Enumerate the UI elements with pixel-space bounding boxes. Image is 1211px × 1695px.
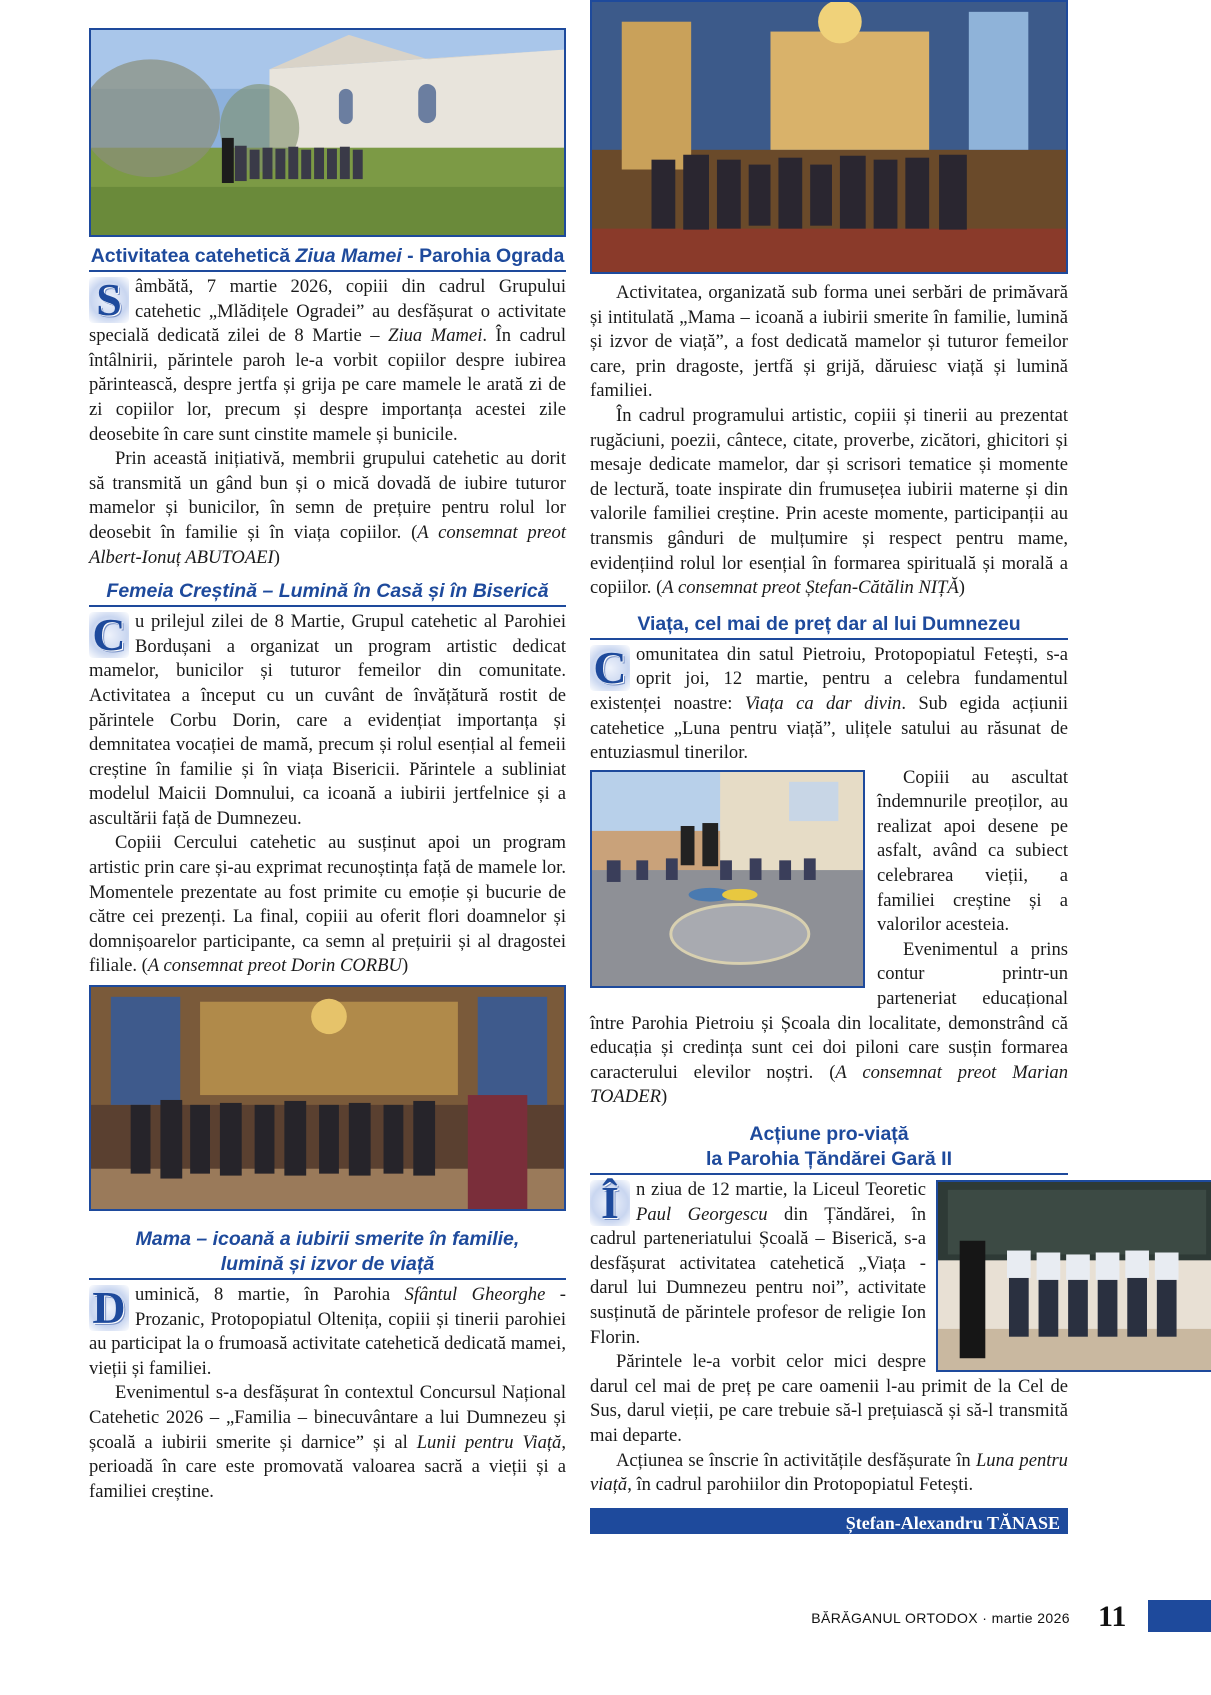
photo-tandarei-classroom bbox=[936, 1180, 1211, 1372]
left-column bbox=[89, 28, 566, 1504]
article-pro-viata-p2: Părintele le-a vorbit celor mici despre darul cel mai de preț pe care oamenii l-au primit de la Cel de Sus, darul vieții, pe care trebuie să-l prețuiască și să-l transmită mai departe. bbox=[590, 1351, 1068, 1446]
article-mama-p1: D uminică, 8 martie, în Parohia Sfântul Gheorghe - Prozanic, Protopopiatul Oltenița, copiii și tinerii parohiei au participat la o frumoasă activitate catehetică dedicată mamei, vieții și familiei. bbox=[89, 1282, 566, 1379]
article-femeia-p1: C u prilejul zilei de 8 Martie, Grupul catehetic al Parohiei Bordușani a organizat un program artistic dedicat mamelor, bunicilor și tuturor femeilor din comunitate. Activitatea a început cu un cuvânt de învățătură rostit de părintele Corbu Dorin, care a evidențiat importanța și demnitatea vocației de mamă, precum și rolul esențial al femeii creștine în familie și în viața Bisericii. Părintele a subliniat modelul Maicii Domnului, ca icoană a iubirii jertfelnice și a ascultării față de Dumnezeu. bbox=[89, 609, 566, 829]
dropcap: C bbox=[590, 645, 630, 691]
article-femeia-p2: Copiii Cercului catehetic au susținut apoi un program artistic prin care și-au exprimat recunoștința față de mamele lor. Momentele prezentate au fost primite cu emoție și bucurie de către cei prezenți. La final, copiii au oferit flori doamnelor și domnișoarelor participante, ca semn al prețuirii și al dragostei filiale. (A consemnat preot Dorin CORBU) bbox=[89, 832, 566, 977]
photo-bordusani-church bbox=[89, 985, 566, 1211]
dropcap: D bbox=[89, 1285, 129, 1331]
right-column bbox=[590, 0, 1068, 1534]
page-tab bbox=[1148, 1600, 1211, 1632]
page-number: 11 bbox=[1098, 1600, 1127, 1633]
article-title-ziua-mamei: Activitatea catehetică Ziua Mamei - Parohia Ograda bbox=[89, 244, 566, 272]
article-title-viata-dar: Viața, cel mai de preț dar al lui Dumnezeu bbox=[590, 612, 1068, 640]
photo-prozanic-church bbox=[590, 0, 1068, 274]
article-title-pro-viata: Acțiune pro-viață la Parohia Țăndărei Gară II bbox=[590, 1122, 1068, 1175]
article-viata-p2: Copiii au ascultat îndemnurile preoților, au realizat apoi desene pe asfalt, având ca subiect celebrarea vieții, a familiei creștine și a valorilor acesteia. bbox=[877, 766, 1068, 936]
article-mama-p3: Activitatea, organizată sub forma unei serbări de primăvară și intitulată „Mama – icoană a iubirii smerite în familie, lumină și izvor de viață”, a fost dedicată mamelor și tuturor femeilor care, prin dragoste, jertfă și grijă, dăruiesc viață și lumină familiei. bbox=[590, 282, 1068, 402]
article-viata-p1: C omunitatea din satul Pietroiu, Protopopiatul Fetești, s-a oprit joi, 12 martie, pentru a celebra fundamentul existenței noastre: Viața ca dar divin. Sub egida acțiunii catehetice „Luna pentru viață”, ulițele satului au răsunat de entuziasmul tinerilor. bbox=[590, 641, 1068, 764]
article-mama-p4: În cadrul programului artistic, copiii și tinerii au prezentat rugăciuni, poezii, cântece, citate, proverbe, zicători, ghicitori și mesaje dedicate mamelor, dar și scrisori tematice și momente de lectură, toate inspirate din frumusețea iubirii materne și din valorile familiei creștine. Prin aceste momente, participanții au transmis gânduri de mulțumire și respect pentru mame, evidențiind rolul lor esențial în formarea spirituală și morală a copiilor. (A consemnat preot Ștefan-Cătălin NIȚĂ) bbox=[590, 404, 1068, 599]
article-viata-p3: Evenimentul a prins contur printr-un parteneriat educațional între Parohia Pietroiu și Școala din localitate, demonstrând că educația și credința sunt cei doi piloni care susțin formarea caracterului elevilor noștri. (A consemnat preot Marian TOADER) bbox=[590, 938, 1068, 1108]
author-signature: Ștefan-Alexandru TĂNASE bbox=[590, 1508, 1068, 1534]
dropcap: Î bbox=[590, 1180, 630, 1226]
article-ziua-mamei-p1: S âmbătă, 7 martie 2026, copiii din cadrul Grupului catehetic „Mlădițele Ogradei” au desfășurat o activitate specială dedicată zilei de 8 Martie – Ziua Mamei. În cadrul întâlnirii, părintele paroh le-a vorbit copiilor despre iubirea părintească, despre jertfa și grija pe care mamele le arată zi de zi copiilor lor, precum și despre importanța acestei zile deosebite în care sunt cinstite mamele și bunicile. bbox=[89, 274, 566, 445]
article-ziua-mamei-p2: Prin această inițiativă, membrii grupului catehetic au dorit să transmită un gând bun și o mică dovadă de iubire tuturor mamelor și bunicilor, în semn de prețuire pentru rolul lor deosebit în familie și în viața copiilor. (A consemnat preot Albert-Ionuț ABUTOAEI) bbox=[89, 448, 566, 568]
dropcap: S bbox=[89, 277, 129, 323]
article-pro-viata-p3: Acțiunea se înscrie în activitățile desfășurate în Luna pentru viață, în cadrul parohiilor din Protopopiatul Fetești. bbox=[590, 1449, 1068, 1496]
photo-pietroiu-asphalt bbox=[590, 770, 865, 988]
article-pro-viata-p1: Î n ziua de 12 martie, la Liceul Teoretic Paul Georgescu din Țăndărei, în cadrul parteneriatului Școală – Biserică, s-a desfășurat activitatea catehetică „Viața - darul lui Dumnezeu pentru noi”, activitate susținută de părintele profesor de religie Ion Florin. bbox=[590, 1177, 926, 1348]
article-mama-p2: Evenimentul s-a desfășurat în contextul Concursul Național Catehetic 2026 – „Familia – binecuvântare a lui Dumnezeu și școală a iubirii smerite și darnice” și al Lunii pentru Viață, perioadă în care este promovată valoarea sacră a vieții și a familiei creștine. bbox=[89, 1382, 566, 1502]
photo-ograda-group bbox=[89, 28, 566, 237]
article-title-femeia-crestina: Femeia Creștină – Lumină în Casă și în Biserică bbox=[89, 579, 566, 607]
dropcap: C bbox=[89, 612, 129, 658]
page-footer bbox=[0, 1598, 1211, 1638]
publication-label: BĂRĂGANUL ORTODOX · martie 2026 bbox=[811, 1610, 1070, 1626]
article-title-mama-icoana: Mama – icoană a iubirii smerite în familie, lumină și izvor de viață bbox=[89, 1227, 566, 1280]
